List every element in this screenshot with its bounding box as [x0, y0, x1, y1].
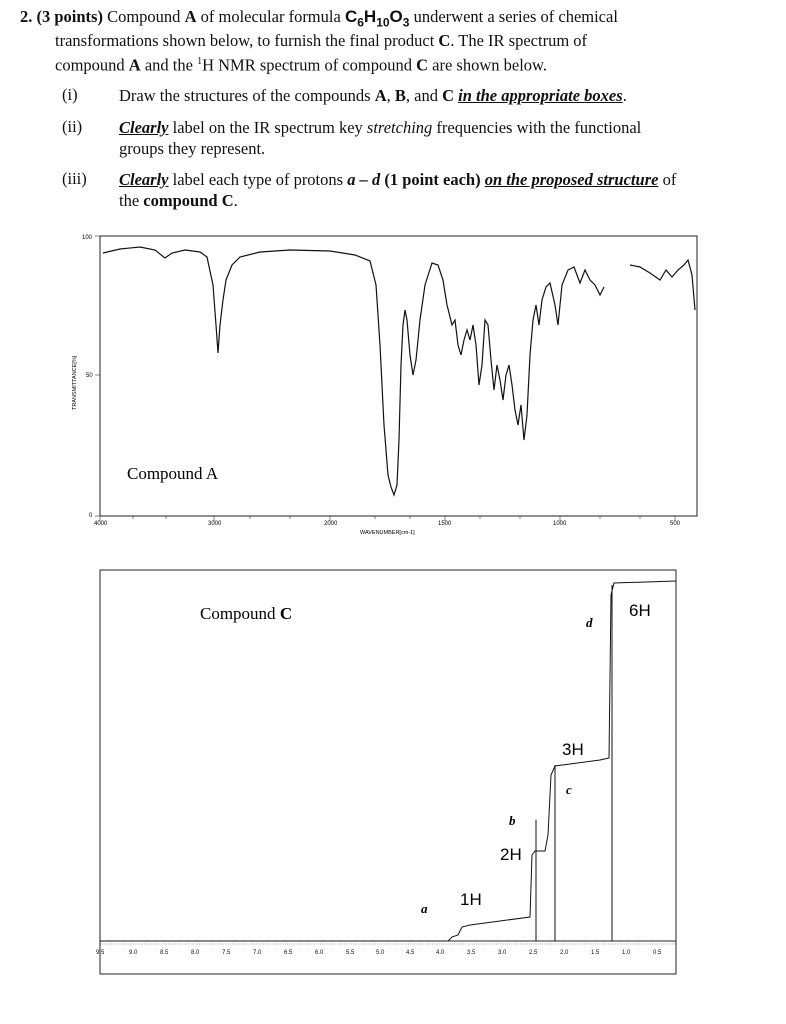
nmr-frame: [100, 570, 676, 974]
nmr-compound-label: Compound C: [200, 604, 293, 623]
svg-text:7.0: 7.0: [253, 950, 262, 956]
ir-xtick-1500: 1500: [438, 521, 452, 527]
svg-text:8.0: 8.0: [191, 950, 200, 956]
svg-text:4.5: 4.5: [406, 950, 415, 956]
item-2-text: Clearly label on the IR spectrum key stretching frequencies with the functional groups they represent.: [119, 118, 642, 158]
peak-label-c: c: [566, 782, 572, 797]
ir-ytick-0: 0: [89, 513, 93, 519]
item-3-number: (iii): [62, 169, 87, 188]
ir-ytick-50: 50: [86, 373, 93, 379]
question-number: 2.: [20, 7, 33, 26]
ir-compound-label: Compound A: [127, 464, 219, 483]
svg-text:6.0: 6.0: [315, 950, 324, 956]
svg-text:9.5: 9.5: [96, 950, 105, 956]
svg-text:7.5: 7.5: [222, 950, 231, 956]
ir-ytick-100: 100: [82, 235, 93, 241]
compound-a-label: A: [184, 7, 197, 26]
ir-spectrum: [0, 225, 786, 535]
question-line-3: compound A and the $^1$H NMR spectrum of compound C are shown below.: [55, 55, 548, 75]
ir-xlabel: WAVENUMBER[cm-1]: [360, 530, 415, 535]
svg-text:3.5: 3.5: [467, 950, 476, 956]
svg-text:1.0: 1.0: [622, 950, 631, 956]
ir-trace: [103, 247, 695, 495]
peak-label-b: b: [509, 813, 516, 828]
svg-text:0.5: 0.5: [653, 950, 662, 956]
svg-text:2.0: 2.0: [560, 950, 569, 956]
question-line-2: transformations shown below, to furnish the final product C. The IR spectrum of: [55, 31, 588, 50]
svg-text:1.5: 1.5: [591, 950, 600, 956]
svg-text:9.0: 9.0: [129, 950, 138, 956]
item-1-emphasis: in the appropriate boxes: [458, 86, 623, 105]
svg-text:2.5: 2.5: [529, 950, 538, 956]
ir-ylabel: TRANSMITTANCE[%]: [72, 355, 78, 410]
integration-1h: 1H: [460, 890, 482, 909]
intro-text-1: Compound: [107, 7, 181, 26]
intro-text-3: underwent a series of chemical: [413, 7, 618, 26]
intro-text-2: of molecular formula: [200, 7, 341, 26]
svg-text:4.0: 4.0: [436, 950, 445, 956]
nmr-spectrum: [0, 565, 786, 985]
svg-text:5.5: 5.5: [346, 950, 355, 956]
ir-xtick-1000: 1000: [553, 521, 567, 527]
peak-label-a: a: [421, 901, 428, 916]
integration-6h: 6H: [629, 601, 651, 620]
question-points: (3 points): [36, 7, 103, 26]
ir-xtick-4000: 4000: [94, 521, 108, 527]
nmr-xticks: [96, 950, 662, 956]
item-1-number: (i): [62, 85, 78, 104]
nmr-integration-curve: [100, 581, 676, 941]
svg-text:5.0: 5.0: [376, 950, 385, 956]
item-1-text: Draw the structures of the compounds A, B, and C in the appropriate boxes.: [119, 86, 627, 105]
integration-3h: 3H: [562, 740, 584, 759]
ir-xtick-500: 500: [670, 521, 681, 527]
item-2-number: (ii): [62, 117, 83, 136]
item-3-text: Clearly label each type of protons a – d (1 point each) on the proposed structure of the compound C.: [119, 170, 677, 210]
svg-text:3.0: 3.0: [498, 950, 507, 956]
svg-text:6.5: 6.5: [284, 950, 293, 956]
peak-label-d: d: [586, 615, 593, 630]
ir-xtick-3000: 3000: [208, 521, 222, 527]
molecular-formula: $C_6H_{10}O_3$: [344, 7, 410, 30]
integration-2h: 2H: [500, 845, 522, 864]
ir-xtick-2000: 2000: [324, 521, 338, 527]
svg-text:8.5: 8.5: [160, 950, 169, 956]
